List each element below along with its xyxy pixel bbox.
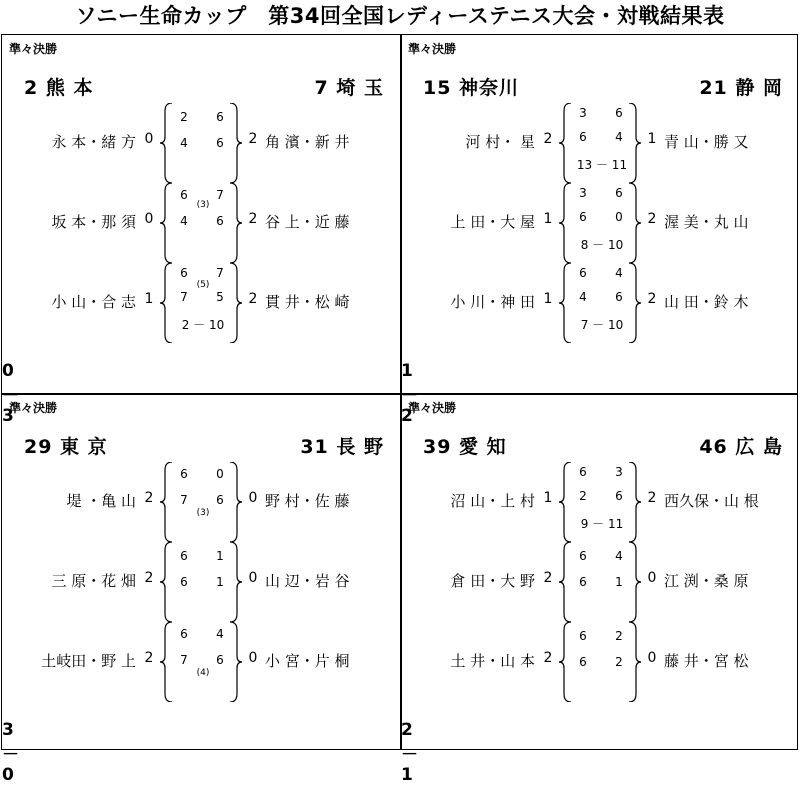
total-dash: － <box>2 386 19 406</box>
super-tiebreak-score: 13 － 11 <box>576 158 628 172</box>
round-label: 準々決勝 <box>9 401 58 415</box>
player-b-pair: 山 田・鈴 木 <box>664 293 749 311</box>
games-a: 7 <box>180 653 188 667</box>
set-score <box>573 488 631 504</box>
player-b-pair: 渥 美・丸 山 <box>664 213 749 231</box>
set-score <box>174 652 232 668</box>
score-a: 2 <box>543 570 553 586</box>
games-b: 6 <box>216 214 224 228</box>
games-a: 6 <box>579 130 587 144</box>
score-a: 0 <box>144 211 154 227</box>
match-row <box>2 542 400 622</box>
super-tiebreak <box>573 317 631 333</box>
set-score <box>174 626 232 642</box>
player-b-pair: 小 宮・片 桐 <box>265 652 350 670</box>
left-brace <box>559 462 571 542</box>
match-row <box>401 462 799 542</box>
player-a-pair: 永 本・緒 方 <box>51 133 136 151</box>
left-brace <box>559 263 571 343</box>
set-score <box>174 135 232 151</box>
set-score <box>573 129 631 145</box>
team-b-name: 21 静 岡 <box>699 77 783 99</box>
games-b: 6 <box>216 136 224 150</box>
match-panel <box>2 35 400 426</box>
tiebreak-score: (3) <box>196 200 210 210</box>
score-a: 2 <box>144 570 154 586</box>
games-b: 1 <box>216 549 224 563</box>
games-b: 0 <box>615 210 623 224</box>
player-a-pair: 土 井・山 本 <box>450 652 535 670</box>
games-b: 0 <box>216 467 224 481</box>
score-b: 0 <box>647 650 657 666</box>
set-score <box>573 628 631 644</box>
player-a-pair: 三 原・花 畑 <box>51 572 136 590</box>
player-b-pair: 角 濱・新 井 <box>265 133 350 151</box>
score-b: 0 <box>248 570 258 586</box>
left-brace <box>160 542 172 622</box>
team-a-name: 29 東 京 <box>24 436 108 458</box>
set-score <box>573 464 631 480</box>
score-a: 1 <box>543 211 553 227</box>
set-score <box>573 265 631 281</box>
player-b-pair: 江 渕・桑 原 <box>664 572 749 590</box>
left-brace <box>559 622 571 702</box>
total-dash: － <box>2 745 19 765</box>
match-row <box>2 263 400 343</box>
set-score <box>573 209 631 225</box>
score-a: 1 <box>144 291 154 307</box>
super-tiebreak-score: 8 － 10 <box>580 238 624 252</box>
match-panel <box>401 394 799 785</box>
player-b-pair: 西久保・山 根 <box>664 492 759 510</box>
games-b: 6 <box>615 290 623 304</box>
score-a: 2 <box>144 490 154 506</box>
total-b: 3 <box>2 406 14 426</box>
team-a-name: 2 熊 本 <box>24 77 94 99</box>
super-tiebreak <box>573 157 631 173</box>
total-dash: － <box>401 745 418 765</box>
games-b: 4 <box>615 549 623 563</box>
games-a: 6 <box>180 188 188 202</box>
games-a: 3 <box>579 186 587 200</box>
score-b: 0 <box>647 570 657 586</box>
match-row <box>401 183 799 263</box>
score-a: 0 <box>144 131 154 147</box>
games-a: 6 <box>579 549 587 563</box>
player-a-pair: 土岐田・野 上 <box>41 652 136 670</box>
games-b: 1 <box>615 575 623 589</box>
score-b: 2 <box>248 211 258 227</box>
left-brace <box>559 183 571 263</box>
player-a-pair: 上 田・大 屋 <box>450 213 535 231</box>
set-score <box>573 185 631 201</box>
page-title: ソニー生命カップ 第34回全国レディーステニス大会・対戦結果表 <box>75 4 725 28</box>
total-a: 0 <box>2 361 14 381</box>
score-b: 2 <box>248 131 258 147</box>
match-row <box>2 622 400 702</box>
total-b: 2 <box>401 406 413 426</box>
games-a: 6 <box>579 210 587 224</box>
games-a: 6 <box>180 266 188 280</box>
team-b-name: 46 広 島 <box>699 436 783 458</box>
team-total <box>401 720 799 785</box>
left-brace <box>160 103 172 183</box>
match-panel <box>401 35 799 426</box>
player-b-pair: 谷 上・近 藤 <box>265 213 350 231</box>
tiebreak-score: (5) <box>196 280 210 290</box>
score-b: 1 <box>647 131 657 147</box>
games-a: 6 <box>579 465 587 479</box>
games-a: 3 <box>579 106 587 120</box>
games-b: 3 <box>615 465 623 479</box>
set-score <box>174 109 232 125</box>
match-row <box>401 263 799 343</box>
total-b: 0 <box>2 765 14 785</box>
left-brace <box>559 542 571 622</box>
total-b: 1 <box>401 765 413 785</box>
set-score <box>573 105 631 121</box>
player-a-pair: 小 山・合 志 <box>51 293 136 311</box>
team-a-name: 39 愛 知 <box>423 436 507 458</box>
set-score <box>573 574 631 590</box>
score-b: 2 <box>647 291 657 307</box>
player-a-pair: 河 村・ 星 <box>465 133 535 151</box>
match-row <box>401 622 799 702</box>
score-b: 0 <box>248 490 258 506</box>
team-total <box>2 720 400 785</box>
match-row <box>2 462 400 542</box>
games-a: 7 <box>180 493 188 507</box>
score-a: 2 <box>144 650 154 666</box>
games-a: 6 <box>579 266 587 280</box>
games-a: 2 <box>579 489 587 503</box>
team-b-name: 31 長 野 <box>300 436 384 458</box>
set-score <box>174 466 232 482</box>
games-a: 4 <box>180 136 188 150</box>
games-a: 6 <box>180 467 188 481</box>
games-a: 2 <box>180 110 188 124</box>
match-row <box>401 542 799 622</box>
total-a: 1 <box>401 361 413 381</box>
tiebreak-score: (4) <box>196 668 210 678</box>
games-a: 4 <box>180 214 188 228</box>
score-b: 0 <box>248 650 258 666</box>
games-b: 6 <box>216 493 224 507</box>
games-b: 6 <box>615 186 623 200</box>
games-a: 6 <box>579 655 587 669</box>
score-a: 2 <box>543 131 553 147</box>
set-score <box>174 265 232 281</box>
player-a-pair: 坂 本・那 須 <box>51 213 136 231</box>
match-row <box>2 183 400 263</box>
player-a-pair: 小 川・神 田 <box>450 293 535 311</box>
set-score <box>174 548 232 564</box>
total-dash: － <box>401 386 418 406</box>
player-a-pair: 倉 田・大 野 <box>450 572 535 590</box>
total-a: 3 <box>2 720 14 740</box>
set-score <box>573 548 631 564</box>
tiebreak-score: (3) <box>196 508 210 518</box>
games-b: 2 <box>615 655 623 669</box>
set-score <box>573 289 631 305</box>
player-b-pair: 野 村・佐 藤 <box>265 492 350 510</box>
set-score <box>573 654 631 670</box>
super-tiebreak-score: 9 － 11 <box>580 517 624 531</box>
player-b-pair: 山 辺・岩 谷 <box>265 572 350 590</box>
games-b: 2 <box>615 629 623 643</box>
player-b-pair: 貫 井・松 崎 <box>265 293 350 311</box>
score-b: 2 <box>647 490 657 506</box>
games-b: 7 <box>216 188 224 202</box>
games-a: 6 <box>579 575 587 589</box>
team-a-name: 15 神奈川 <box>423 77 520 99</box>
games-b: 5 <box>216 290 224 304</box>
score-b: 2 <box>647 211 657 227</box>
round-label: 準々決勝 <box>408 401 457 415</box>
total-a: 2 <box>401 720 413 740</box>
games-b: 4 <box>615 266 623 280</box>
games-b: 6 <box>216 653 224 667</box>
super-tiebreak-score: 7 － 10 <box>580 318 624 332</box>
set-score <box>174 574 232 590</box>
left-brace <box>559 103 571 183</box>
match-panel <box>2 394 400 785</box>
set-score <box>174 213 232 229</box>
games-a: 6 <box>180 549 188 563</box>
games-a: 6 <box>579 629 587 643</box>
score-b: 2 <box>248 291 258 307</box>
super-tiebreak <box>573 237 631 253</box>
super-tiebreak <box>573 516 631 532</box>
left-brace <box>160 462 172 542</box>
games-b: 6 <box>216 110 224 124</box>
score-a: 1 <box>543 291 553 307</box>
games-a: 4 <box>579 290 587 304</box>
match-row <box>401 103 799 183</box>
team-b-name: 7 埼 玉 <box>314 77 384 99</box>
super-tiebreak <box>174 317 232 333</box>
player-a-pair: 沼 山・上 村 <box>450 492 535 510</box>
games-b: 6 <box>615 106 623 120</box>
results-grid <box>1 34 798 785</box>
left-brace <box>160 622 172 702</box>
games-b: 1 <box>216 575 224 589</box>
round-label: 準々決勝 <box>408 42 457 56</box>
left-brace <box>160 183 172 263</box>
player-b-pair: 青 山・勝 又 <box>664 133 749 151</box>
left-brace <box>160 263 172 343</box>
set-score <box>174 289 232 305</box>
score-a: 2 <box>543 650 553 666</box>
games-b: 6 <box>615 489 623 503</box>
games-b: 4 <box>615 130 623 144</box>
player-b-pair: 藤 井・宮 松 <box>664 652 749 670</box>
games-b: 7 <box>216 266 224 280</box>
games-a: 6 <box>180 575 188 589</box>
match-row <box>2 103 400 183</box>
games-a: 6 <box>180 627 188 641</box>
round-label: 準々決勝 <box>9 42 58 56</box>
games-b: 4 <box>216 627 224 641</box>
score-a: 1 <box>543 490 553 506</box>
player-a-pair: 堤 ・亀 山 <box>66 492 136 510</box>
set-score <box>174 492 232 508</box>
super-tiebreak-score: 2 － 10 <box>181 318 225 332</box>
games-a: 7 <box>180 290 188 304</box>
